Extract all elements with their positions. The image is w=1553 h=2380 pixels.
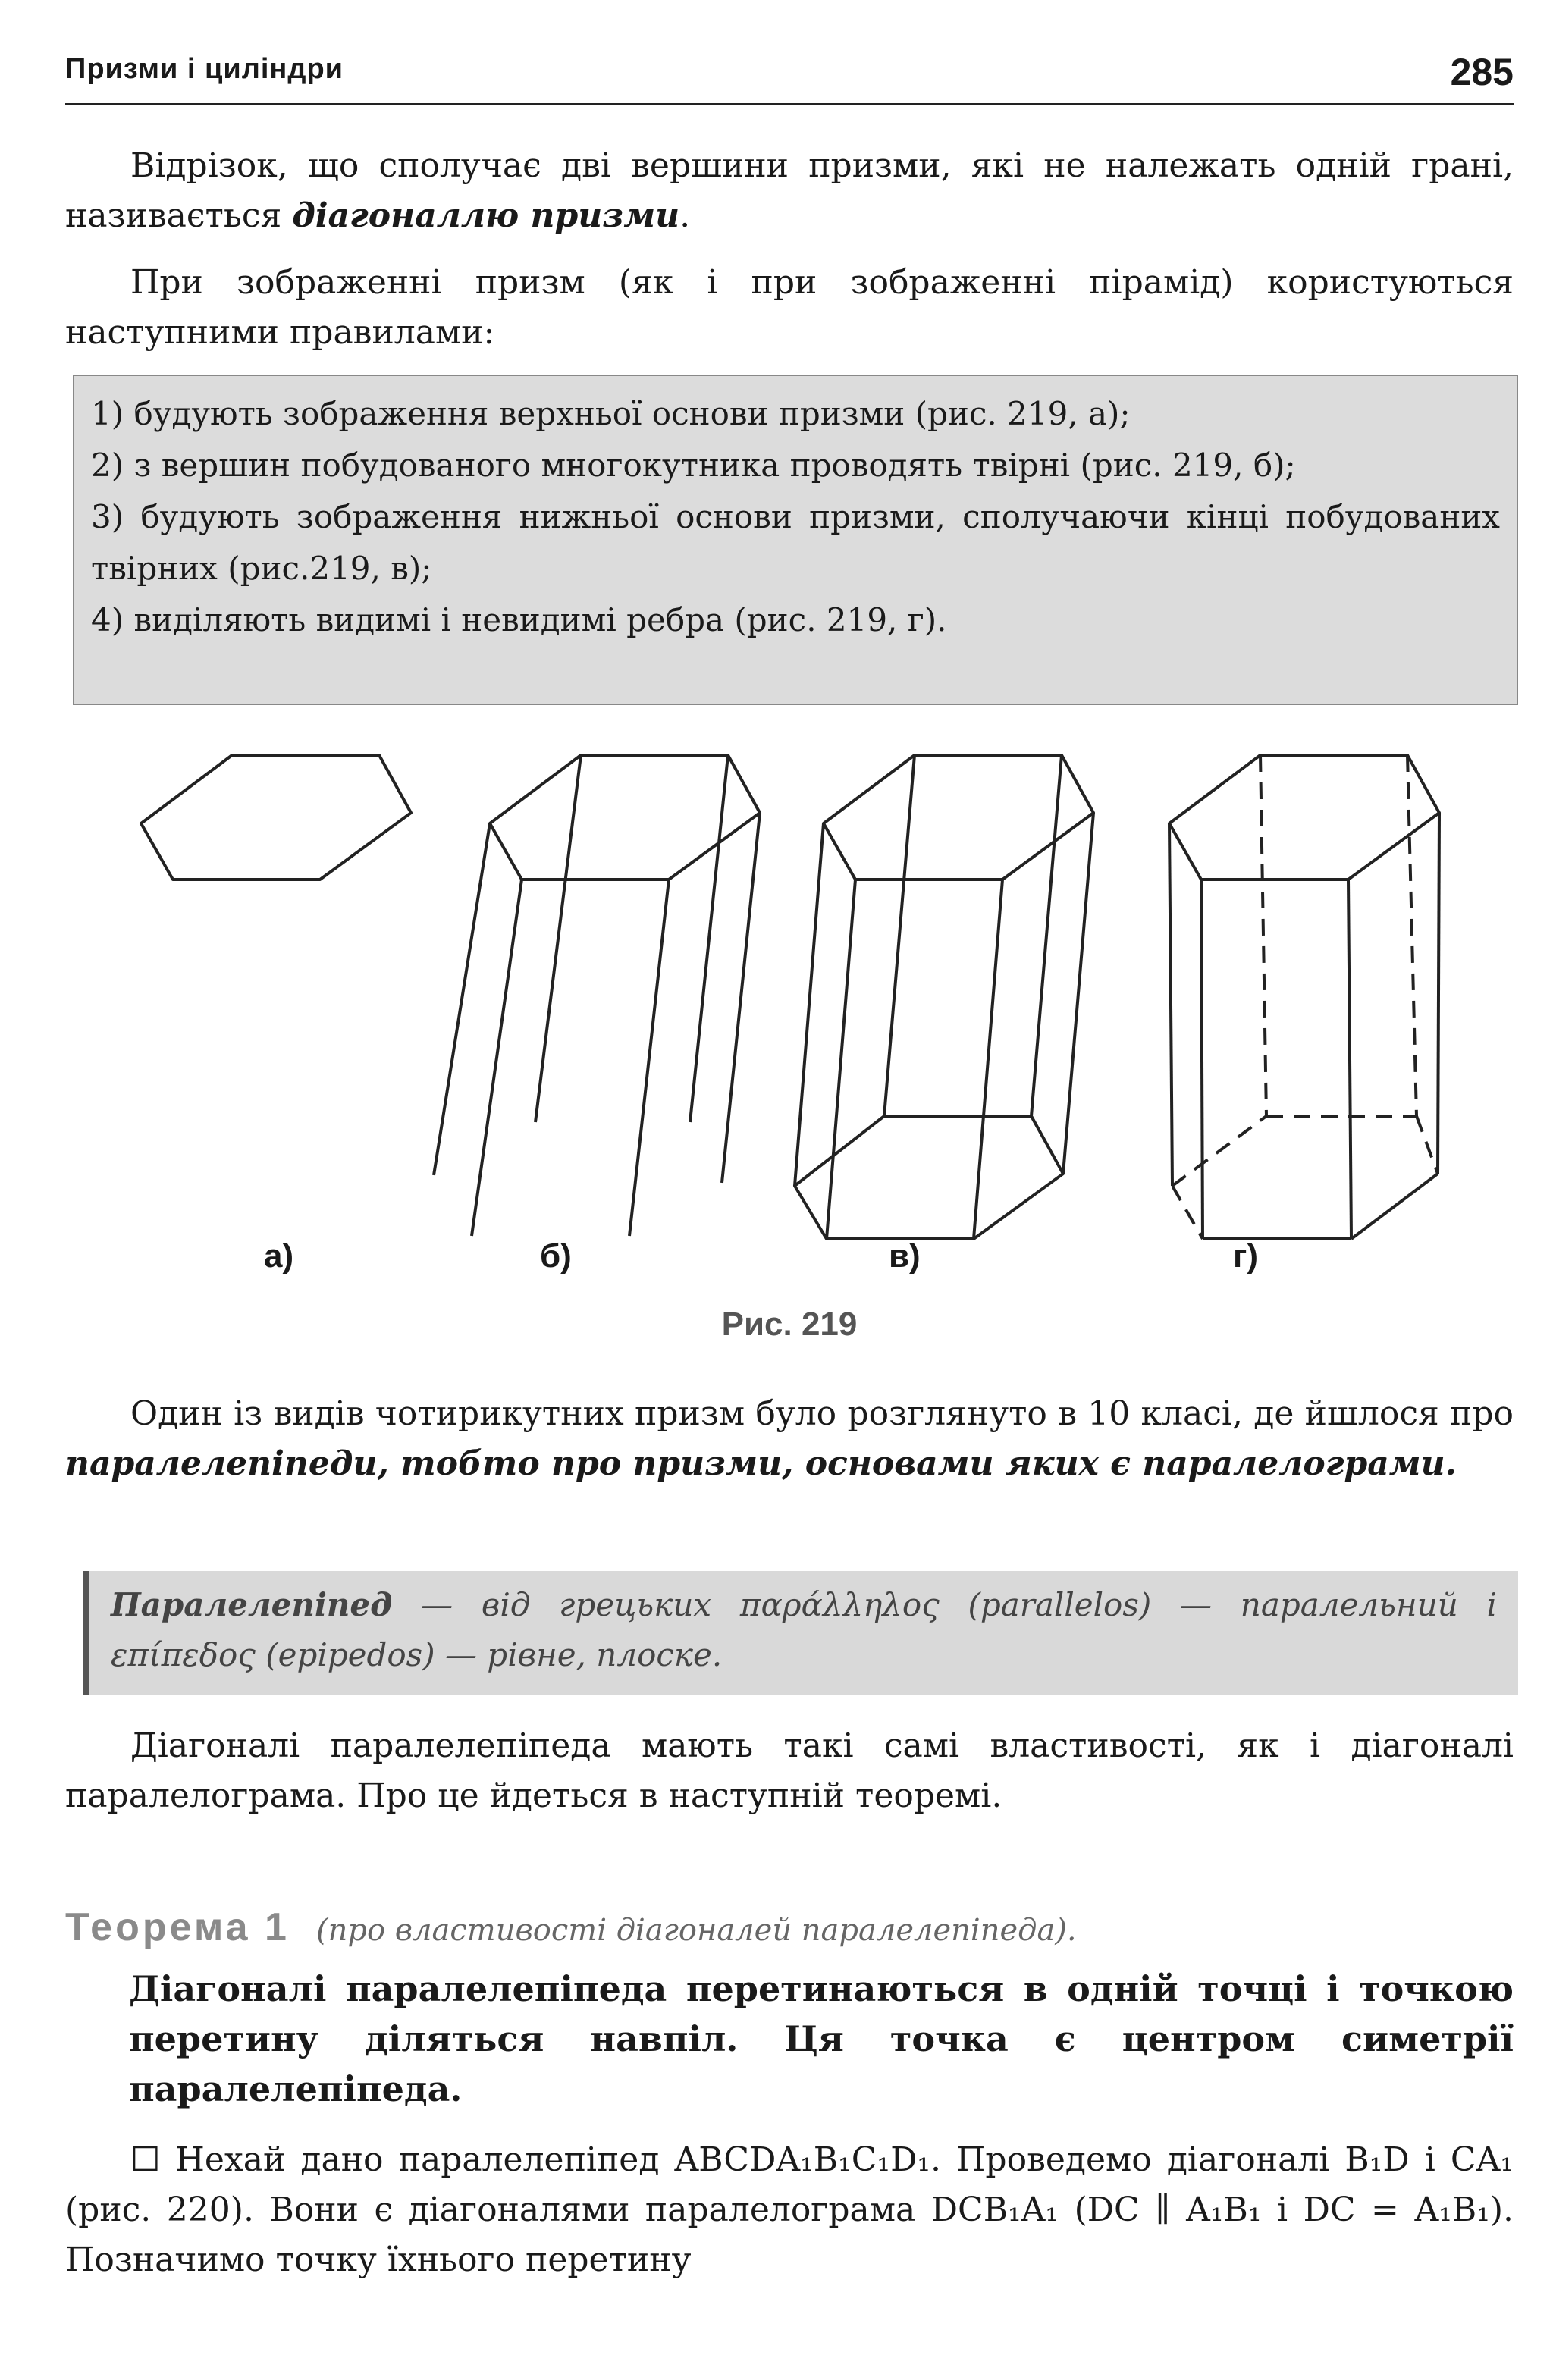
- rule-item: 2) з вершин побудованого многокутника проводять твірні (рис. 219, б);: [91, 447, 1296, 484]
- theorem-statement: Діагоналі паралелепіпеда перетинаються в одній точці і точкою перетину діляться навпіл. Ця точка є центром симетрії паралелепіпеда.: [129, 1968, 1514, 2109]
- theorem-subtitle: (про властивості діагоналей паралелепіпеда).: [316, 1913, 1077, 1948]
- figure-caption: Рис. 219: [721, 1306, 858, 1343]
- term-diagonal: діагоналлю призми: [292, 196, 680, 235]
- figure-219: [65, 728, 1514, 1380]
- prism-g: [1169, 755, 1439, 1239]
- prism-b: [434, 755, 760, 1236]
- proof-start-icon: ☐: [130, 2140, 161, 2179]
- rules-intro: При зображенні призм (як і при зображенні пірамід) користуються наступними правилами:: [65, 263, 1514, 352]
- figure-label-b: б): [540, 1237, 572, 1275]
- rule-item: 4) виділяють видимі і невидимі ребра (рис. 219, г).: [91, 601, 947, 638]
- note-text: — від грецьких παράλληλος (parallelos) — паралельний і επίπεδος (epipedos) — рівне, плоске.: [111, 1586, 1497, 1673]
- term-parallelepiped: паралелепіпеди, тобто про призми, основами яких є паралелограми.: [65, 1444, 1457, 1483]
- parallelepiped-paragraph: Один із видів чотирикутних призм було розглянуто в 10 класі, де йшлося про паралелепіпеди, тобто про призми, основами яких є паралелограми.: [65, 1394, 1514, 1483]
- theorem-heading: [65, 1905, 1514, 1958]
- etymology-note: [83, 1571, 1518, 1695]
- hexagon-base-a: [141, 755, 411, 880]
- figure-label-v: в): [889, 1237, 921, 1275]
- note-term: Паралелепіпед: [111, 1586, 393, 1623]
- figure-label-g: г): [1233, 1237, 1258, 1275]
- figure-label-a: а): [264, 1237, 294, 1275]
- prism-v: [795, 755, 1093, 1239]
- theorem-title: Теорема 1: [65, 1905, 290, 1949]
- page-header: [65, 50, 1514, 105]
- diagonal-definition: Відрізок, що сполучає дві вершини призми, які не належать одній грані, називається діагоналлю призми.: [65, 146, 1514, 235]
- prism-drawings: [65, 728, 1514, 1380]
- rule-item: 1) будують зображення верхньої основи призми (рис. 219, а);: [91, 395, 1131, 432]
- rule-item: 3) будують зображення нижньої основи призми, сполучаючи кінці побудованих твірних (рис.219, в);: [91, 498, 1500, 587]
- proof-text: ☐ Нехай дано паралелепіпед ABCDA₁B₁C₁D₁. Проведемо діагоналі B₁D і CA₁ (рис. 220). Вони є діагоналями паралелограма DCB₁A₁ (DC ∥ A₁B₁ і DC = A₁B₁). Позначимо точку їхнього перетину: [65, 2140, 1514, 2279]
- diagonals-paragraph: Діагоналі паралелепіпеда мають такі самі властивості, як і діагоналі паралелограма. Про це йдеться в наступній теоремі.: [65, 1726, 1514, 1815]
- running-title: Призми і циліндри: [65, 53, 344, 85]
- rules-box: [73, 375, 1518, 705]
- page-number: 285: [1450, 51, 1514, 93]
